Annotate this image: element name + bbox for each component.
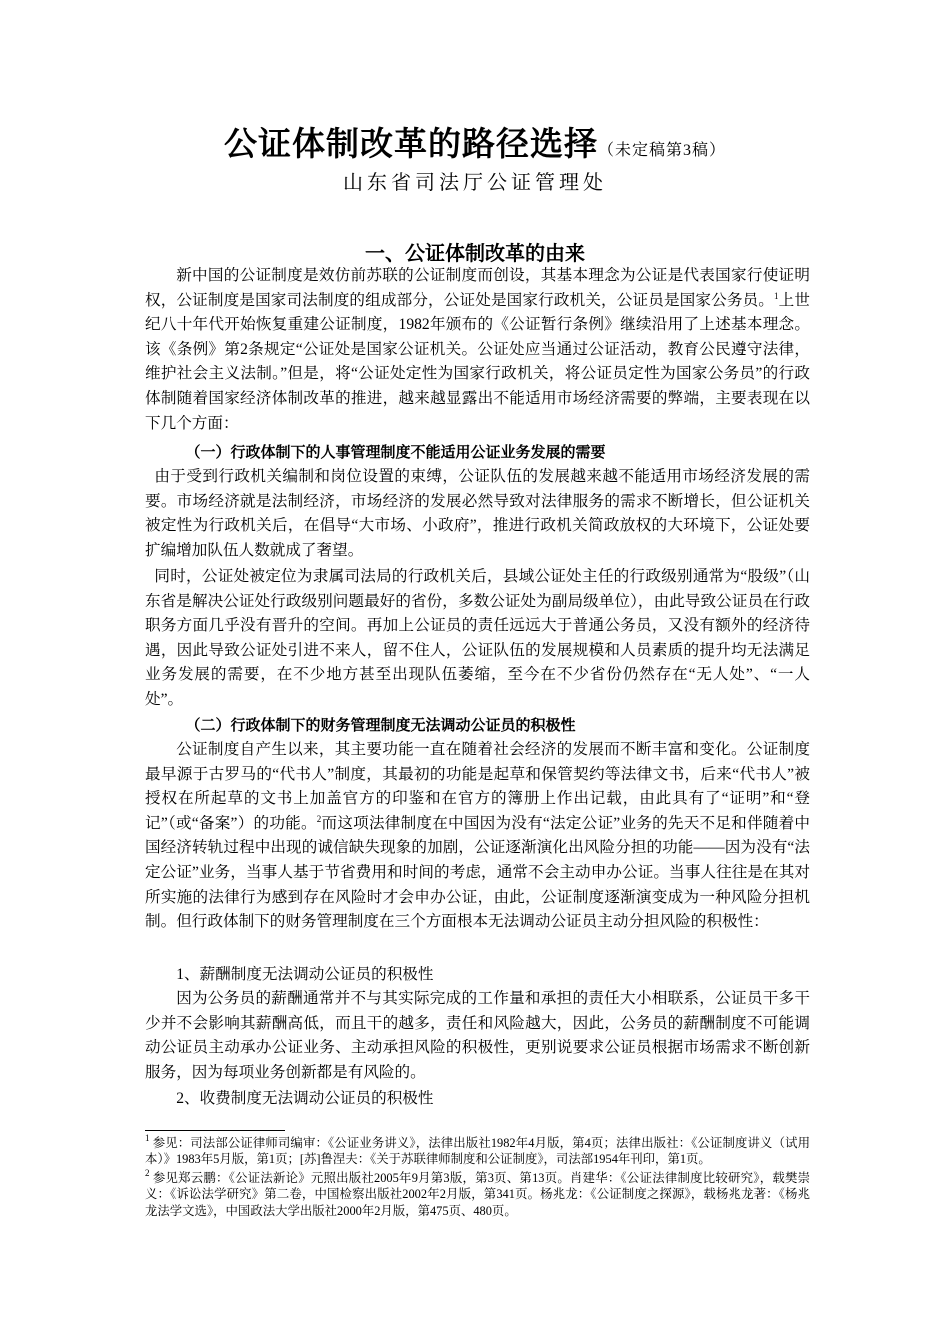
footnotes bbox=[145, 1135, 810, 1221]
title-main: 公证体制改革的路径选择 bbox=[223, 124, 598, 163]
subsection2-text-a: 公证制度自产生以来，其主要功能一直在随着社会经济的发展而不断丰富和变化。公证制度最早源于古罗马的“代书人”制度，其最初的功能是起草和保管契约等法律文书，后来“代书人”被授权在所起草的文书上加盖官方的印鉴和在官方的簿册上作出记载，由此具有了“证明”和“登记”（或“备案”）的功能。 bbox=[145, 741, 810, 832]
title-draft-note: （未定稿第3稿） bbox=[597, 142, 726, 159]
intro-text-b: 上世纪八十年代开始恢复重建公证制度，1982年颁布的《公证暂行条例》继续沿用了上述基本理念。该《条例》第2条规定“公证处是国家公证机关。公证处应当通过公证活动，教育公民遵守法律，维护社会主义法制。”但是，将“公证处定性为国家行政机关，将公证员定性为国家公务员”的行政体制随着国家经济体制改革的推进，越来越显露出不能适用市场经济需要的弊端，主要表现在以下几个方面： bbox=[145, 291, 810, 432]
item-2-title: 2、收费制度无法调动公证员的积极性 bbox=[176, 1090, 434, 1107]
section-heading-1: 一、公证体制改革的由来 bbox=[365, 241, 585, 265]
footnote-2-text: 参见郑云鹏：《公证法新论》元照出版社2005年9月第3版，第3页、第13页。肖建华：《公证法律制度比较研究》，载樊崇义：《诉讼法学研究》第二卷，中国检察出版社2002年2月版，第341页。杨兆龙：《公证制度之探源》，载杨兆龙著：《杨兆龙法学文选》，中国政法大学出版社2000年2月版，第475页、480页。 bbox=[145, 1170, 810, 1218]
subsection1-paragraph-1: 由于受到行政机关编制和岗位设置的束缚，公证队伍的发展越来越不能适用市场经济发展的需要。市场经济就是法制经济，市场经济的发展必然导致对法律服务的需求不断增长，但公证机关被定性为行政机关后，在倡导“大市场、小政府”，推进行政机关简政放权的大环境下，公证处要扩编增加队伍人数就成了奢望。 bbox=[145, 468, 810, 559]
footnote-1 bbox=[145, 1135, 810, 1168]
subsection-heading-2: （二）行政体制下的财务管理制度无法调动公证员的积极性 bbox=[185, 716, 576, 734]
intro-paragraph bbox=[145, 264, 810, 436]
footnote-ref-1[interactable]: 1 bbox=[774, 290, 779, 301]
footnote-2 bbox=[145, 1167, 810, 1219]
footnote-1-text: 参见：司法部公证律师司编审：《公证业务讲义》，法律出版社1982年4月版，第4页；法律出版社：《公证制度讲义（试用本）》1983年5月版，第1页；[苏]鲁涅夫：《关于苏联律师制度和公证制度》，司法部1954年刊印，第1页。 bbox=[145, 1136, 810, 1167]
subsection-heading-1: （一）行政体制下的人事管理制度不能适用公证业务发展的需要 bbox=[185, 443, 606, 461]
item-1-body: 因为公务员的薪酬通常并不与其实际完成的工作量和承担的责任大小相联系，公证员干多干少并不会影响其薪酬高低，而且干的越多，责任和风险越大，因此，公务员的薪酬制度不可能调动公证员主动承办公证业务、主动承担风险的积极性，更别说要求公证员根据市场需求不断创新服务，因为每项业务创新都是有风险的。 bbox=[145, 990, 810, 1081]
footnote-separator bbox=[145, 1130, 285, 1131]
intro-text-a: 新中国的公证制度是效仿前苏联的公证制度而创设，其基本理念为公证是代表国家行使证明权，公证制度是国家司法制度的组成部分，公证处是国家行政机关，公证员是国家公务员。 bbox=[145, 267, 810, 309]
document-title bbox=[0, 118, 950, 165]
subsection2-text-b: 而这项法律制度在中国因为没有“法定公证”业务的先天不足和伴随着中国经济转轨过程中出现的诚信缺失现象的加剧，公证逐渐演化出风险分担的功能——因为没有“法定公证”业务，当事人基于节省费用和时间的考虑，通常不会主动申办公证。当事人往往是在其对所实施的法律行为感到存在风险时才会申办公证，由此，公证制度逐渐演变成为一种风险分担机制。但行政体制下的财务管理制度在三个方面根本无法调动公证员主动分担风险的积极性： bbox=[145, 814, 811, 931]
footnote-2-mark: 2 bbox=[145, 1167, 150, 1178]
footnote-ref-2[interactable]: 2 bbox=[316, 813, 322, 824]
document-subtitle: 山东省司法厅公证管理处 bbox=[343, 172, 607, 194]
footnote-1-mark: 1 bbox=[145, 1133, 150, 1143]
subsection1-paragraph-2: 同时，公证处被定位为隶属司法局的行政机关后，县域公证处主任的行政级别通常为“股级”（山东省是解决公证处行政级别问题最好的省份，多数公证处为副局级单位），由此导致公证员在行政职务方面几乎没有晋升的空间。再加上公证员的责任远远大于普通公务员，又没有额外的经济待遇，因此导致公证处引进不来人，留不住人，公证队伍的发展规模和人员素质的提升均无法满足业务发展的需要，在不少地方甚至出现队伍萎缩，至今在不少省份仍然存在“无人处”、“一人处”。 bbox=[145, 568, 810, 708]
subsection2-paragraph-1 bbox=[145, 738, 810, 935]
item-1-title: 1、薪酬制度无法调动公证员的积极性 bbox=[176, 966, 434, 983]
